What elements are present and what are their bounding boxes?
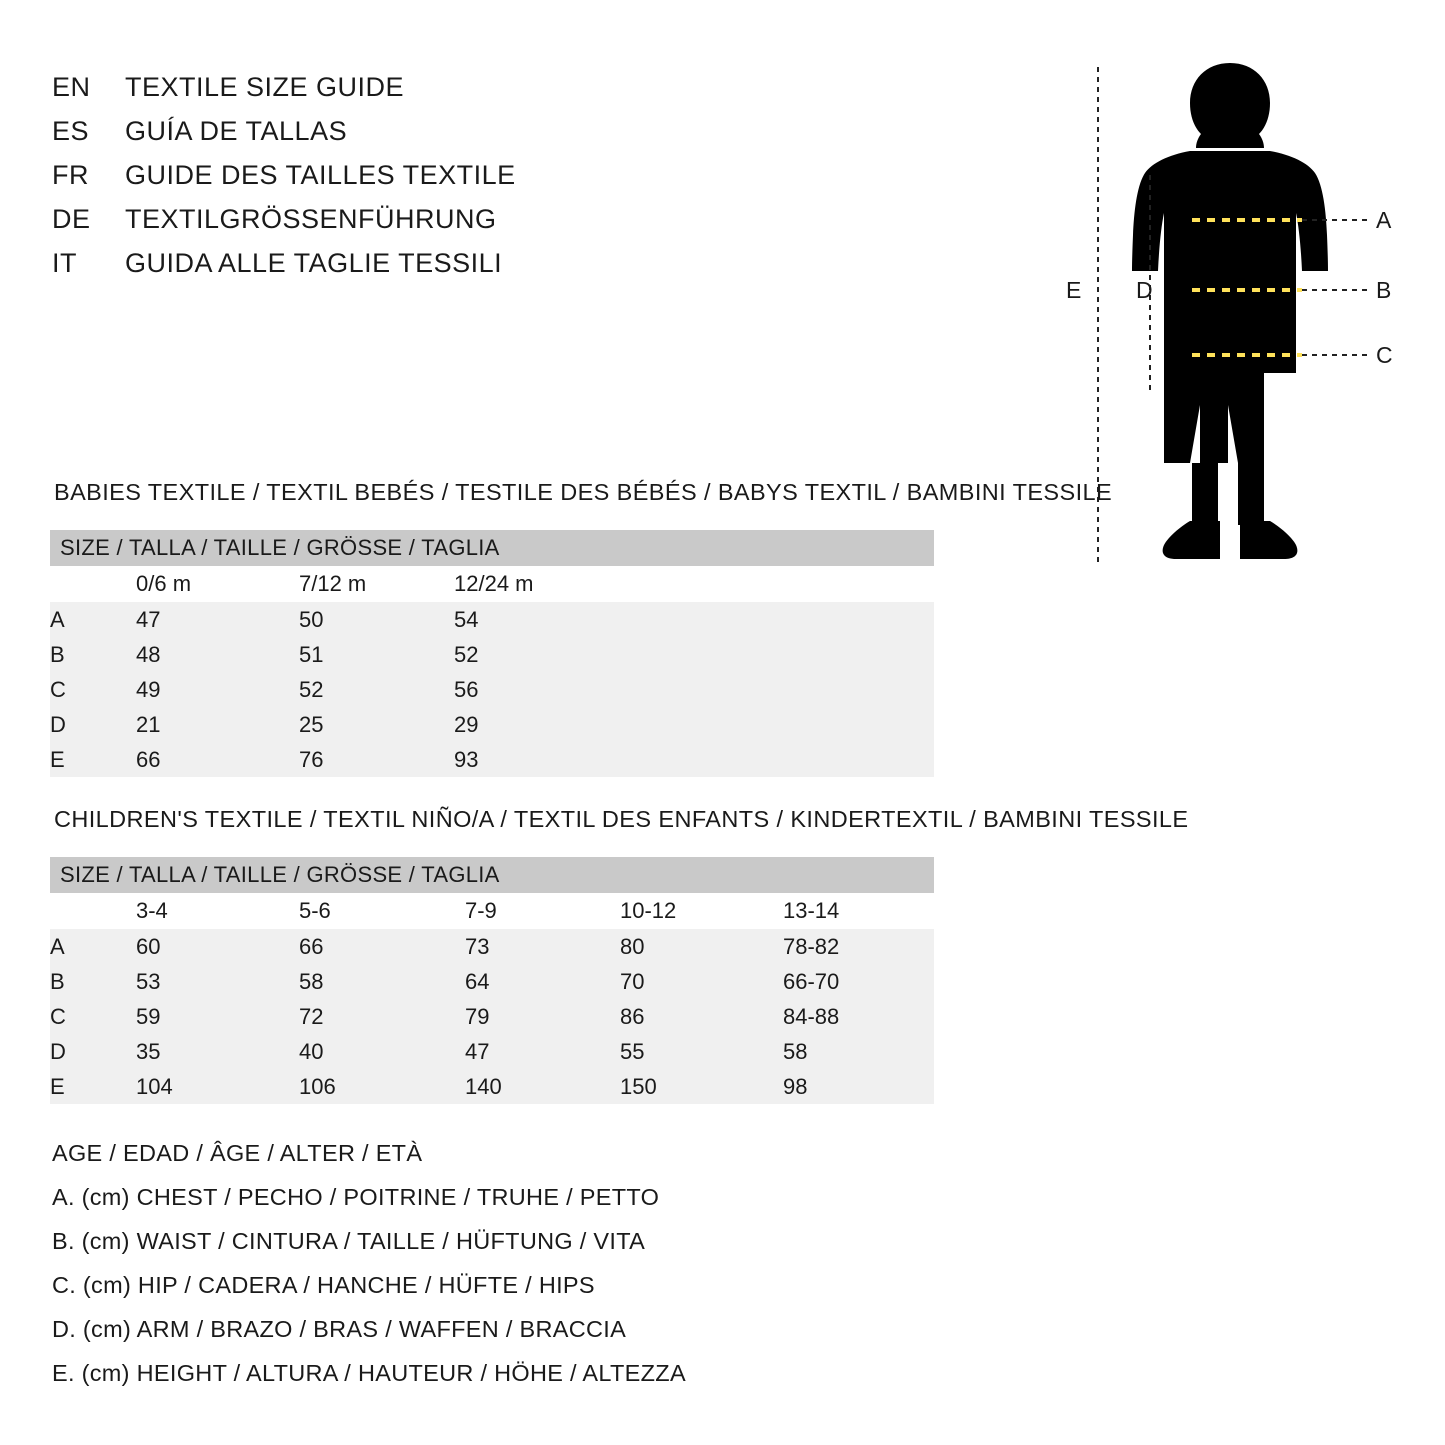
language-title-de: TEXTILGRÖSSENFÜHRUNG — [125, 204, 497, 234]
children-row-label-e: E — [50, 1069, 136, 1104]
language-row-es — [52, 116, 692, 160]
babies-d-2: 29 — [454, 707, 934, 742]
children-b-3: 70 — [620, 964, 783, 999]
children-b-4: 66-70 — [783, 964, 934, 999]
children-e-3: 150 — [620, 1069, 783, 1104]
child-silhouette-icon — [1132, 63, 1328, 559]
children-d-3: 55 — [620, 1034, 783, 1069]
children-b-0: 53 — [136, 964, 299, 999]
children-c-1: 72 — [299, 999, 465, 1034]
babies-sizes-spacer — [50, 566, 136, 602]
table-row — [50, 1069, 934, 1104]
language-row-fr — [52, 160, 692, 204]
babies-c-2: 56 — [454, 672, 934, 707]
language-code-it: IT — [52, 248, 77, 278]
table-row — [50, 742, 934, 777]
babies-table-header-row — [50, 530, 934, 566]
babies-a-1: 50 — [299, 602, 454, 637]
children-size-2: 7-9 — [465, 893, 620, 929]
children-table-header-label: SIZE / TALLA / TAILLE / GRÖSSE / TAGLIA — [50, 857, 934, 893]
children-c-3: 86 — [620, 999, 783, 1034]
children-a-4: 78-82 — [783, 929, 934, 964]
children-sizes-row — [50, 893, 934, 929]
babies-a-0: 47 — [136, 602, 299, 637]
babies-row-label-d: D — [50, 707, 136, 742]
babies-b-1: 51 — [299, 637, 454, 672]
babies-e-0: 66 — [136, 742, 299, 777]
children-e-0: 104 — [136, 1069, 299, 1104]
language-title-fr: GUIDE DES TAILLES TEXTILE — [125, 160, 516, 190]
legend-line-chest: A. (cm) CHEST / PECHO / POITRINE / TRUHE / PETTO — [52, 1184, 660, 1210]
table-row — [50, 964, 934, 999]
babies-size-table — [50, 530, 934, 777]
legend-line-age: AGE / EDAD / ÂGE / ALTER / ETÀ — [52, 1140, 423, 1166]
babies-size-0: 0/6 m — [136, 566, 299, 602]
children-section-title: CHILDREN'S TEXTILE / TEXTIL NIÑO/A / TEXTIL DES ENFANTS / KINDERTEXTIL / BAMBINI TESSILE — [54, 806, 1189, 832]
measurement-legend — [52, 1140, 952, 1404]
children-d-1: 40 — [299, 1034, 465, 1069]
children-e-1: 106 — [299, 1069, 465, 1104]
children-size-0: 3-4 — [136, 893, 299, 929]
children-b-1: 58 — [299, 964, 465, 999]
children-size-1: 5-6 — [299, 893, 465, 929]
babies-d-0: 21 — [136, 707, 299, 742]
language-title-it: GUIDA ALLE TAGLIE TESSILI — [125, 248, 503, 278]
children-a-3: 80 — [620, 929, 783, 964]
figure-label-c: C — [1376, 342, 1393, 368]
children-row-label-c: C — [50, 999, 136, 1034]
table-row — [50, 602, 934, 637]
children-e-2: 140 — [465, 1069, 620, 1104]
language-code-es: ES — [52, 116, 90, 146]
legend-line-arm: D. (cm) ARM / BRAZO / BRAS / WAFFEN / BRACCIA — [52, 1316, 627, 1342]
language-title-en: TEXTILE SIZE GUIDE — [125, 72, 405, 102]
table-row — [50, 1034, 934, 1069]
children-c-2: 79 — [465, 999, 620, 1034]
babies-size-2: 12/24 m — [454, 566, 934, 602]
children-a-2: 73 — [465, 929, 620, 964]
children-c-0: 59 — [136, 999, 299, 1034]
children-table-header-row — [50, 857, 934, 893]
language-code-en: EN — [52, 72, 91, 102]
table-row — [50, 672, 934, 707]
children-size-3: 10-12 — [620, 893, 783, 929]
babies-sizes-row — [50, 566, 934, 602]
babies-a-2: 54 — [454, 602, 934, 637]
children-row-label-b: B — [50, 964, 136, 999]
table-row — [50, 637, 934, 672]
figure-label-e: E — [1066, 277, 1082, 303]
legend-line-height: E. (cm) HEIGHT / ALTURA / HAUTEUR / HÖHE / ALTEZZA — [52, 1360, 686, 1386]
language-code-de: DE — [52, 204, 91, 234]
figure-label-d: D — [1136, 277, 1153, 303]
legend-line-waist: B. (cm) WAIST / CINTURA / TAILLE / HÜFTUNG / VITA — [52, 1228, 646, 1254]
children-d-4: 58 — [783, 1034, 934, 1069]
children-sizes-spacer — [50, 893, 136, 929]
babies-e-2: 93 — [454, 742, 934, 777]
babies-e-1: 76 — [299, 742, 454, 777]
table-row — [50, 929, 934, 964]
table-row — [50, 707, 934, 742]
babies-size-1: 7/12 m — [299, 566, 454, 602]
children-b-2: 64 — [465, 964, 620, 999]
children-size-4: 13-14 — [783, 893, 934, 929]
babies-row-label-a: A — [50, 602, 136, 637]
babies-d-1: 25 — [299, 707, 454, 742]
table-row — [50, 999, 934, 1034]
figure-label-b: B — [1376, 277, 1392, 303]
language-code-fr: FR — [52, 160, 89, 190]
language-row-en — [52, 72, 692, 116]
language-title-block — [52, 72, 692, 292]
language-title-es: GUÍA DE TALLAS — [125, 116, 348, 146]
babies-b-2: 52 — [454, 637, 934, 672]
children-row-label-a: A — [50, 929, 136, 964]
legend-line-hip: C. (cm) HIP / CADERA / HANCHE / HÜFTE / HIPS — [52, 1272, 595, 1298]
babies-section-title: BABIES TEXTILE / TEXTIL BEBÉS / TESTILE DES BÉBÉS / BABYS TEXTIL / BAMBINI TESSILE — [54, 479, 1113, 505]
children-a-1: 66 — [299, 929, 465, 964]
children-d-0: 35 — [136, 1034, 299, 1069]
language-row-de — [52, 204, 692, 248]
babies-c-0: 49 — [136, 672, 299, 707]
babies-row-label-e: E — [50, 742, 136, 777]
children-size-table — [50, 857, 934, 1104]
figure-label-a: A — [1376, 207, 1392, 233]
babies-b-0: 48 — [136, 637, 299, 672]
children-c-4: 84-88 — [783, 999, 934, 1034]
children-a-0: 60 — [136, 929, 299, 964]
babies-row-label-c: C — [50, 672, 136, 707]
babies-row-label-b: B — [50, 637, 136, 672]
children-d-2: 47 — [465, 1034, 620, 1069]
children-row-label-d: D — [50, 1034, 136, 1069]
language-row-it — [52, 248, 692, 292]
babies-c-1: 52 — [299, 672, 454, 707]
children-e-4: 98 — [783, 1069, 934, 1104]
babies-table-header-label: SIZE / TALLA / TAILLE / GRÖSSE / TAGLIA — [50, 530, 934, 566]
